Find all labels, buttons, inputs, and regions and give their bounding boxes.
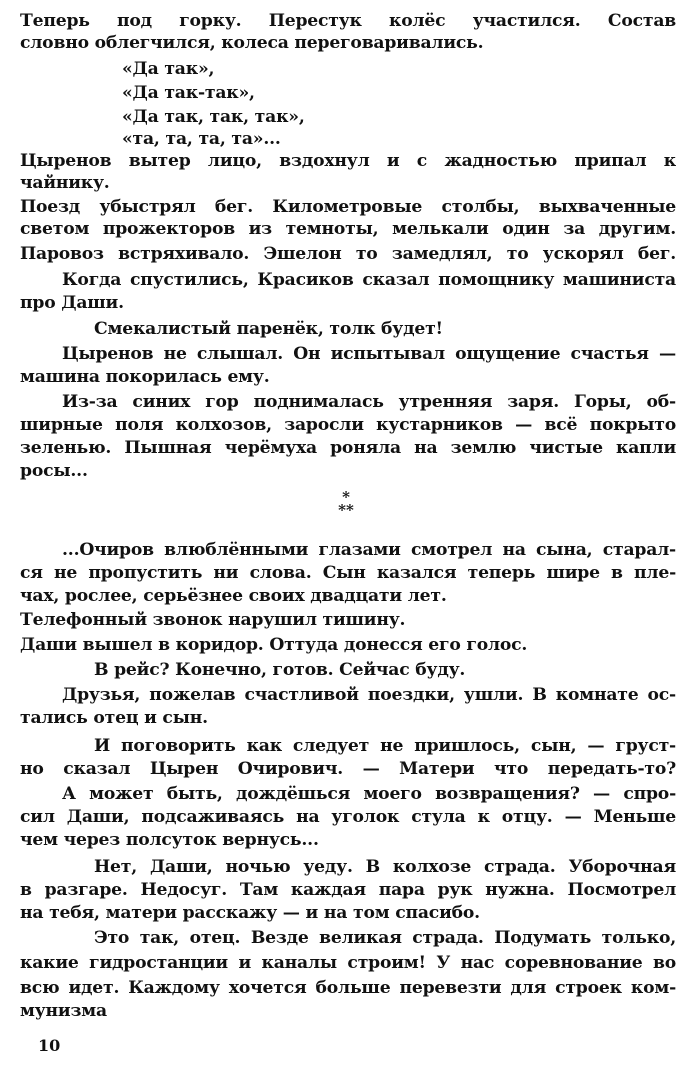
text-line: ся не пропустить ни слова. Сын казался теперь шире в пле- [20,563,676,583]
text-line: Даши вышел в коридор. Оттуда донесся его голос. [20,635,528,655]
text-line: Это так, отец. Везде великая страда. Подумать только, [94,928,676,948]
text-line: Нет, Даши, ночью уеду. В колхозе страда. Уборочная [94,857,676,877]
text-line: зеленью. Пышная черёмуха роняла на землю чистые капли [20,438,676,458]
text-line: «Да так-так», [122,83,255,103]
text-line: сил Даши, подсаживаясь на уголок стула к отцу. — Меньше [20,807,676,827]
section-divider: * ** [338,488,354,519]
text-line: Теперь под горку. Перестук колёс участился. Состав [20,11,676,31]
text-line: Цыренов вытер лицо, вздохнул и с жадностью припал к [20,151,676,171]
text-line: но сказал Цырен Очирович. — Матери что передать-то? [20,759,676,779]
text-line: А может быть, дождёшься моего возвращения? — спро- [62,784,676,804]
text-line: Когда спустились, Красиков сказал помощнику машиниста [62,270,676,290]
text-line: чем через полсуток вернусь... [20,830,319,850]
text-line: светом прожекторов из темноты, мелькали один за другим. [20,219,676,239]
text-line: ширные поля колхозов, заросли кустарников — всё покрыто [20,415,676,435]
text-line: в разгаре. Недосуг. Там каждая пара рук нужна. Посмотрел [20,880,676,900]
text-line: Цыренов не слышал. Он испытывал ощущение счастья — [62,344,676,364]
text-line: «Да так», [122,59,215,79]
text-line: Друзья, пожелав счастливой поездки, ушли. В комнате ос- [62,685,676,705]
text-line: «та, та, та, та»... [122,129,281,149]
text-line: В рейс? Конечно, готов. Сейчас буду. [94,660,466,680]
text-line: какие гидростанции и каналы строим! У нас соревнование во [20,953,676,973]
text-line: Паровоз встряхивало. Эшелон то замедлял, то ускорял бег. [20,244,676,264]
text-line: машина покорилась ему. [20,367,270,387]
text-line: «Да так, так, так», [122,107,305,127]
text-line: И поговорить как следует не пришлось, сын, — груст- [94,736,676,756]
text-line: Смекалистый паренёк, толк будет! [94,319,443,339]
text-line: чайнику. [20,173,110,193]
text-line: чах, рослее, серьёзнее своих двадцати лет. [20,586,447,606]
text-line: росы... [20,461,88,481]
text-line: словно облегчился, колеса переговаривались. [20,33,484,53]
text-line: Телефонный звонок нарушил тишину. [20,610,406,630]
text-line: мунизма [20,1001,107,1021]
text-line: ...Очиров влюблёнными глазами смотрел на сына, старал- [62,540,676,560]
text-line: всю идет. Каждому хочется больше перевезти для строек ком- [20,978,676,998]
text-line: Из-за синих гор поднималась утренняя заря. Горы, об- [62,392,676,412]
page-number: 10 [38,1036,61,1055]
text-line: тались отец и сын. [20,708,208,728]
text-line: про Даши. [20,293,124,313]
text-line: Поезд убыстрял бег. Километровые столбы, выхваченные [20,197,676,217]
text-line: на тебя, матери расскажу — и на том спасибо. [20,903,480,923]
